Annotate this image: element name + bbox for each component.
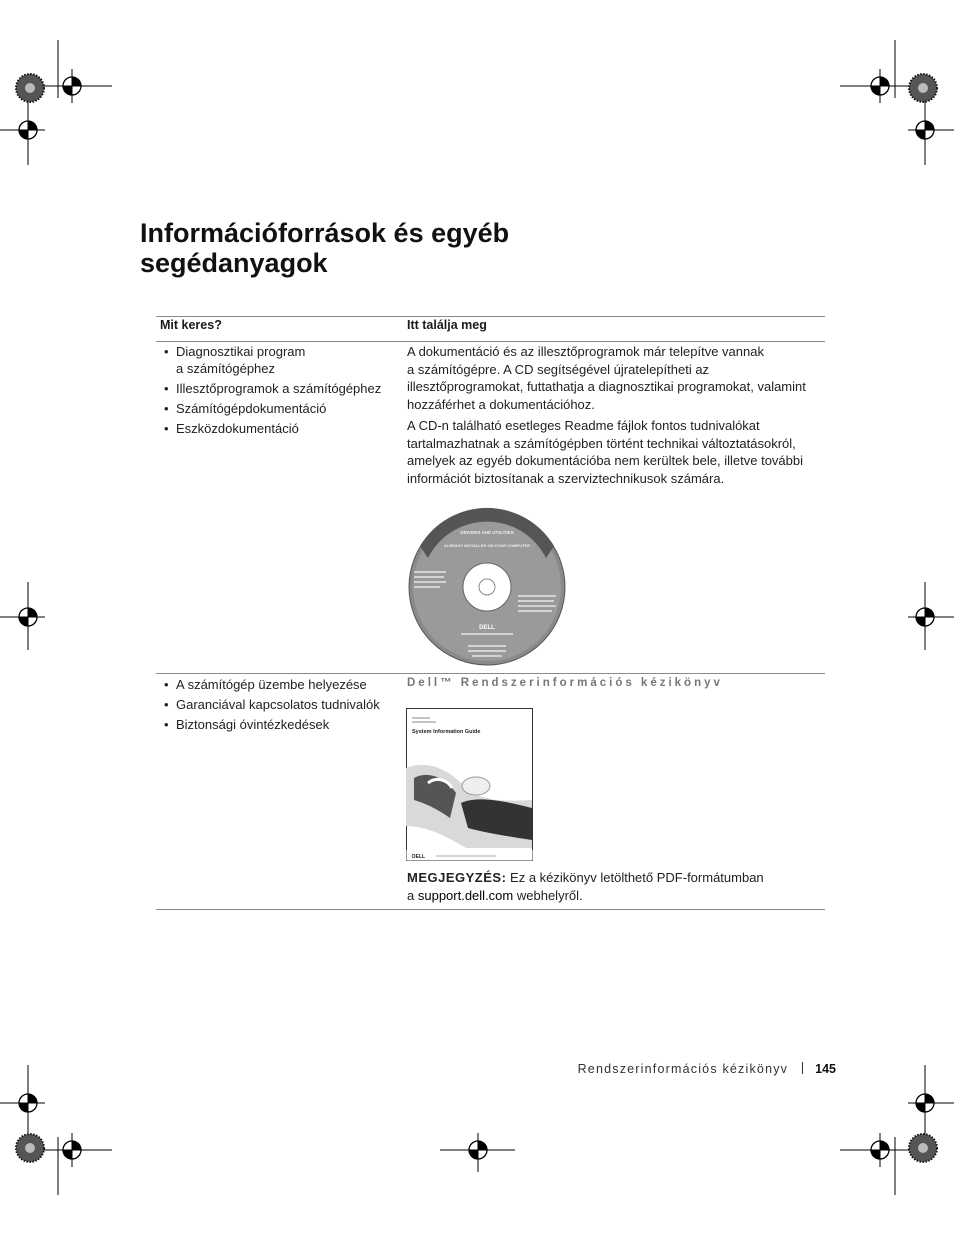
system-information-guide-image	[406, 708, 534, 862]
paragraph: A CD-n található esetleges Readme fájlok fontos tudnivalókat tartalmazhatnak a számítógépben történt technikai változtatásokról, amelyek az egyéb dokumentációba nem kerültek bele, illetve további információt biztosítanak a szerviztechnikusok számára.	[407, 418, 804, 486]
title-line-1: Információforrások és egyéb	[140, 218, 510, 248]
svg-text:System Information Guide: System Information Guide	[412, 729, 481, 735]
support-link[interactable]: support.dell.com	[417, 887, 514, 903]
table-top-rule	[156, 316, 825, 317]
list-item: • Eszközdokumentáció	[160, 420, 395, 437]
row2-items	[160, 676, 395, 736]
row1-description	[407, 343, 817, 487]
list-item: • Diagnosztikai program a számítógéphez	[160, 343, 395, 377]
drivers-cd-image	[406, 506, 568, 668]
svg-text:DELL: DELL	[479, 625, 495, 631]
page-title	[140, 218, 740, 278]
paragraph: A dokumentáció és az illesztőprogramok már telepítve vannak a számítógépre. A CD segítségével újratelepítheti az illesztőprogramokat, futtathatja a diagnosztikai programokat, valamint hozzáférhet a dokumentációhoz.	[407, 344, 806, 412]
list-item: • Biztonsági óvintézkedések	[160, 716, 395, 733]
svg-text:DELL: DELL	[412, 854, 426, 860]
row2-description	[407, 677, 817, 689]
list-item: • Garanciával kapcsolatos tudnivalók	[160, 696, 395, 713]
list-item: • Számítógépdokumentáció	[160, 400, 395, 417]
footer-guide-name: Rendszerinformációs kézikönyv	[577, 1062, 789, 1076]
header-where: Itt találja meg	[407, 318, 487, 332]
list-item: • Illesztőprogramok a számítógéphez	[160, 380, 395, 397]
title-line-2: segédanyagok	[140, 248, 328, 278]
note-text: Ez a kézikönyv letölthető PDF-formátumban	[510, 870, 764, 885]
note: MEGJEGYZÉS: Ez a kézikönyv letölthető PDF-formátumban a support.dell.com webhelyről.	[407, 870, 764, 903]
row1-items	[160, 343, 395, 440]
row-rule	[156, 673, 825, 674]
page-footer	[578, 1062, 836, 1076]
page-number: 145	[815, 1062, 836, 1076]
svg-text:DRIVERS AND UTILITIES: DRIVERS AND UTILITIES	[460, 530, 514, 535]
guide-caption: Dell™ Rendszerinformációs kézikönyv	[407, 677, 723, 689]
list-item: • A számítógép üzembe helyezése	[160, 676, 395, 693]
table-bottom-rule	[156, 909, 825, 910]
note-label: MEGJEGYZÉS:	[407, 870, 507, 885]
svg-text:ALREADY INSTALLED ON YOUR COMP: ALREADY INSTALLED ON YOUR COMPUTER	[443, 543, 531, 548]
header-what: Mit keres?	[160, 318, 222, 332]
header-rule	[156, 341, 825, 342]
footer-separator	[802, 1062, 803, 1074]
